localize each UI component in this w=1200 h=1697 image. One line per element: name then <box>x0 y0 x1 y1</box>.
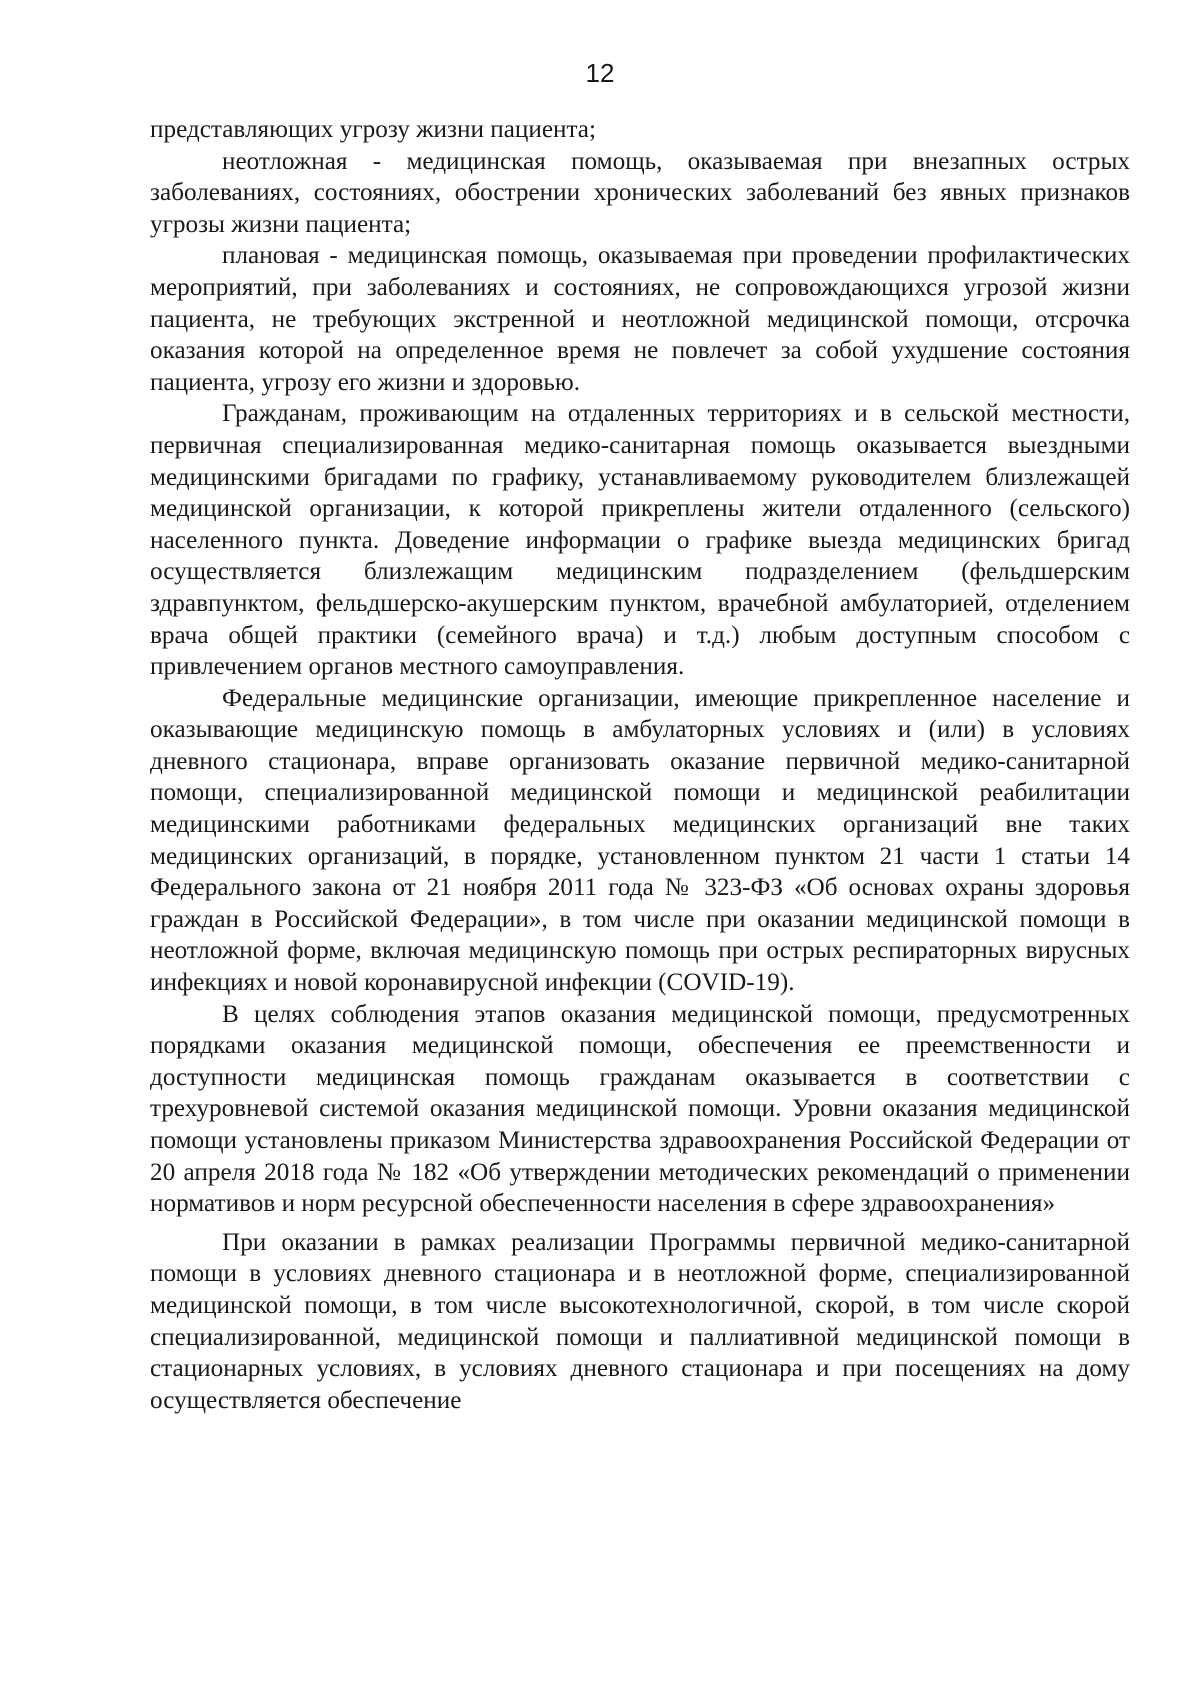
paragraph-program-provision: При оказании в рамках реализации Программы первичной медико-санитарной помощи в условиях дневного стационара и в неотложной форме, специализированной медицинской помощи, в том числе высокотехнологичной, скорой, в том числе скорой специализированной, медицинской помощи и паллиативной медицинской помощи в стационарных условиях, в условиях дневного стационара и при посещениях на дому осуществляется обеспечение <box>150 1228 1130 1414</box>
paragraph-federal-organizations: Федеральные медицинские организации, имеющие прикрепленное население и оказывающие медицинскую помощь в амбулаторных условиях и (или) в условиях дневного стационара, вправе организовать оказание первичной медико-санитарной помощи, специализированной медицинской помощи и медицинской реабилитации медицинскими работниками федеральных медицинских организаций вне таких медицинских организаций, в порядке, установленном пунктом 21 части 1 статьи 14 Федерального закона от 21 ноября 2011 года № 323-ФЗ «Об основах охраны здоровья граждан в Российской Федерации», в том числе при оказании медицинской помощи в неотложной форме, включая медицинскую помощь при острых респираторных вирусных инфекциях и новой коронавирусной инфекции (COVID-19). <box>150 684 1130 997</box>
document-body <box>150 114 1130 1416</box>
page-number: 12 <box>585 58 615 88</box>
paragraph-urgent-care: неотложная - медицинская помощь, оказываемая при внезапных острых заболеваниях, состояниях, обострении хронических заболеваний без явных признаков угрозы жизни пациента; <box>150 147 1130 238</box>
paragraph-remote-territories: Гражданам, проживающим на отдаленных территориях и в сельской местности, первичная специализированная медико-санитарная помощь оказывается выездными медицинскими бригадами по графику, устанавливаемому руководителем близлежащей медицинской организации, к которой прикреплены жители отдаленного (сельского) населенного пункта. Доведение информации о графике выезда медицинских бригад осуществляется близлежащим медицинским подразделением (фельдшерским здравпунктом, фельдшерско-акушерским пунктом, врачебной амбулаторией, отделением врача общей практики (семейного врача) и т.д.) любым доступным способом с привлечением органов местного самоуправления. <box>150 400 1130 681</box>
paragraph-planned-care: плановая - медицинская помощь, оказываемая при проведении профилактических мероприятий, при заболеваниях и состояниях, не сопровождающихся угрозой жизни пациента, не требующих экстренной и неотложной медицинской помощи, отсрочка оказания которой на определенное время не повлечет за собой ухудшение состояния пациента, угрозу его жизни и здоровью. <box>150 242 1130 396</box>
paragraph-three-level-system: В целях соблюдения этапов оказания медицинской помощи, предусмотренных порядками оказания медицинской помощи, обеспечения ее преемственности и доступности медицинская помощь гражданам оказывается в соответствии с трехуровневой системой оказания медицинской помощи. Уровни оказания медицинской помощи установлены приказом Министерства здравоохранения Российской Федерации от 20 апреля 2018 года № 182 «Об утверждении методических рекомендаций о применении нормативов и норм ресурсной обеспеченности населения в сфере здравоохранения» <box>150 1000 1130 1218</box>
paragraph-continuation: представляющих угрозу жизни пациента; <box>150 116 596 143</box>
